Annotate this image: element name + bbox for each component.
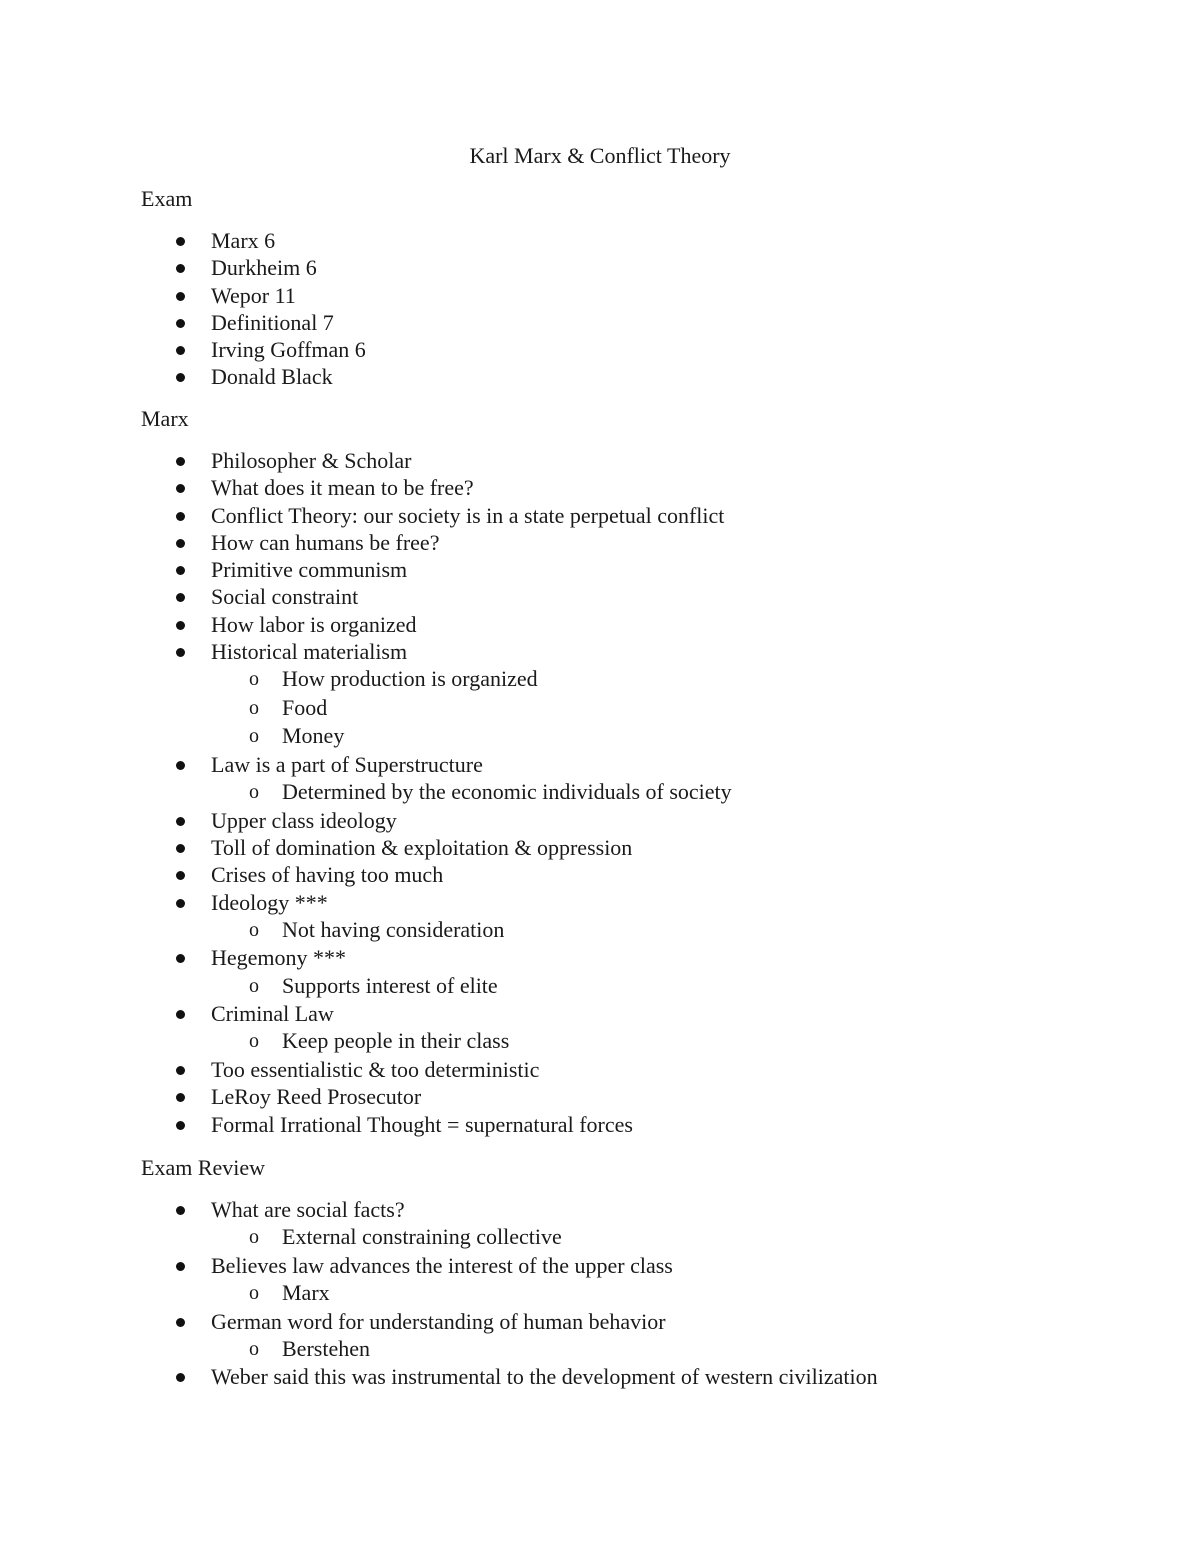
section-exam bbox=[141, 185, 1141, 391]
list-item bbox=[141, 807, 1141, 834]
hollow-bullet-icon: o bbox=[249, 1226, 259, 1249]
sub-list-item-text: Money bbox=[282, 723, 345, 749]
bullet-dot-icon bbox=[176, 566, 185, 575]
list-item bbox=[141, 309, 1141, 336]
bullet-dot-icon bbox=[176, 648, 185, 657]
list-item bbox=[141, 611, 1141, 638]
list-item-text: Criminal Law bbox=[211, 1001, 334, 1027]
hollow-bullet-icon: o bbox=[249, 696, 259, 719]
sub-list-item bbox=[141, 1223, 1141, 1252]
list-item bbox=[141, 282, 1141, 309]
bullet-dot-icon bbox=[176, 539, 185, 548]
list-item-text: Believes law advances the interest of the upper class bbox=[211, 1252, 673, 1278]
bullet-dot-icon bbox=[176, 237, 185, 246]
list-item bbox=[141, 254, 1141, 281]
bullet-list bbox=[141, 1196, 1141, 1391]
hollow-bullet-icon: o bbox=[249, 918, 259, 941]
list-item bbox=[141, 474, 1141, 501]
list-item-text: Wepor 11 bbox=[211, 282, 296, 308]
sub-list-item bbox=[141, 665, 1141, 694]
bullet-dot-icon bbox=[176, 292, 185, 301]
list-item-text: Marx 6 bbox=[211, 228, 276, 253]
list-item bbox=[141, 363, 1141, 390]
list-item bbox=[141, 834, 1141, 861]
sub-list bbox=[211, 665, 1141, 751]
hollow-bullet-icon: o bbox=[249, 1030, 259, 1053]
list-item-text: What are social facts? bbox=[211, 1197, 405, 1222]
bullet-dot-icon bbox=[176, 1206, 185, 1215]
bullet-dot-icon bbox=[176, 899, 185, 908]
sub-list-item bbox=[141, 972, 1141, 1001]
list-item bbox=[141, 1308, 1141, 1364]
hollow-bullet-icon: o bbox=[249, 725, 259, 748]
list-item bbox=[141, 336, 1141, 363]
sub-list-item-text: Not having consideration bbox=[282, 916, 505, 942]
bullet-dot-icon bbox=[176, 1066, 185, 1075]
list-item-text: Hegemony *** bbox=[211, 945, 347, 971]
hollow-bullet-icon: o bbox=[249, 1282, 259, 1305]
list-item-text: Upper class ideology bbox=[211, 807, 397, 833]
list-item-text: What does it mean to be free? bbox=[211, 475, 474, 501]
sub-list bbox=[211, 1027, 1141, 1056]
list-item bbox=[141, 1363, 1141, 1390]
bullet-dot-icon bbox=[176, 1262, 185, 1271]
bullet-dot-icon bbox=[176, 1010, 185, 1019]
bullet-dot-icon bbox=[176, 484, 185, 493]
hollow-bullet-icon: o bbox=[249, 668, 259, 691]
sub-list-item-text: How production is organized bbox=[282, 666, 538, 692]
sub-list-item-text: Berstehen bbox=[282, 1335, 370, 1361]
list-item-text: Irving Goffman 6 bbox=[211, 337, 366, 363]
sub-list bbox=[211, 1335, 1141, 1364]
list-item bbox=[141, 638, 1141, 751]
list-item bbox=[141, 227, 1141, 254]
list-item-text: Historical materialism bbox=[211, 639, 408, 665]
section-marx bbox=[141, 405, 1141, 1138]
bullet-dot-icon bbox=[176, 457, 185, 466]
list-item-text: Philosopher & Scholar bbox=[211, 448, 412, 473]
bullet-dot-icon bbox=[176, 593, 185, 602]
sub-list-item bbox=[141, 1027, 1141, 1056]
bullet-dot-icon bbox=[176, 621, 185, 630]
sub-list-item bbox=[141, 694, 1141, 723]
section-heading: Exam bbox=[141, 186, 193, 211]
list-item bbox=[141, 447, 1141, 474]
list-item-text: Primitive communism bbox=[211, 557, 408, 583]
list-item-text: LeRoy Reed Prosecutor bbox=[211, 1084, 422, 1110]
list-item-text: Toll of domination & exploitation & oppression bbox=[211, 834, 633, 860]
bullet-dot-icon bbox=[176, 1093, 185, 1102]
bullet-dot-icon bbox=[176, 1318, 185, 1327]
list-item-text: Durkheim 6 bbox=[211, 255, 317, 281]
list-item-text: German word for understanding of human behavior bbox=[211, 1308, 666, 1334]
list-item bbox=[141, 1000, 1141, 1056]
list-item bbox=[141, 583, 1141, 610]
section-heading: Exam Review bbox=[141, 1155, 266, 1180]
bullet-dot-icon bbox=[176, 1373, 185, 1382]
section-heading: Marx bbox=[141, 406, 189, 431]
list-item bbox=[141, 1056, 1141, 1083]
list-item bbox=[141, 944, 1141, 1000]
bullet-dot-icon bbox=[176, 871, 185, 880]
sub-list-item bbox=[141, 1279, 1141, 1308]
bullet-dot-icon bbox=[176, 1121, 185, 1130]
bullet-dot-icon bbox=[176, 512, 185, 521]
list-item bbox=[141, 529, 1141, 556]
bullet-dot-icon bbox=[176, 817, 185, 826]
sub-list bbox=[211, 1279, 1141, 1308]
list-item-text: Weber said this was instrumental to the development of western civilization bbox=[211, 1364, 878, 1390]
bullet-dot-icon bbox=[176, 954, 185, 963]
sub-list-item-text: External constraining collective bbox=[282, 1224, 562, 1250]
sub-list-item-text: Marx bbox=[282, 1280, 330, 1306]
list-item-text: How labor is organized bbox=[211, 611, 417, 637]
bullet-list bbox=[141, 227, 1141, 391]
bullet-dot-icon bbox=[176, 319, 185, 328]
bullet-dot-icon bbox=[176, 761, 185, 770]
list-item bbox=[141, 861, 1141, 888]
bullet-list bbox=[141, 447, 1141, 1138]
hollow-bullet-icon: o bbox=[249, 974, 259, 997]
bullet-dot-icon bbox=[176, 346, 185, 355]
sub-list-item-text: Food bbox=[282, 694, 328, 720]
list-item bbox=[141, 556, 1141, 583]
sub-list-item bbox=[141, 722, 1141, 751]
list-item-text: Donald Black bbox=[211, 364, 333, 390]
hollow-bullet-icon: o bbox=[249, 781, 259, 804]
list-item bbox=[141, 1252, 1141, 1308]
list-item bbox=[141, 1196, 1141, 1252]
sub-list-item bbox=[141, 778, 1141, 807]
list-item-text: How can humans be free? bbox=[211, 529, 440, 555]
sub-list bbox=[211, 1223, 1141, 1252]
sub-list-item-text: Determined by the economic individuals of society bbox=[282, 779, 732, 805]
sub-list bbox=[211, 778, 1141, 807]
list-item bbox=[141, 751, 1141, 807]
bullet-dot-icon bbox=[176, 373, 185, 382]
hollow-bullet-icon: o bbox=[249, 1337, 259, 1360]
bullet-dot-icon bbox=[176, 264, 185, 273]
list-item-text: Formal Irrational Thought = supernatural forces bbox=[211, 1111, 633, 1137]
list-item-text: Social constraint bbox=[211, 584, 359, 610]
list-item-text: Conflict Theory: our society is in a state perpetual conflict bbox=[211, 502, 725, 528]
list-item-text: Ideology *** bbox=[211, 889, 328, 915]
bullet-dot-icon bbox=[176, 844, 185, 853]
list-item-text: Too essentialistic & too deterministic bbox=[211, 1056, 540, 1082]
sub-list-item bbox=[141, 1335, 1141, 1364]
list-item bbox=[141, 1083, 1141, 1110]
sub-list-item-text: Keep people in their class bbox=[282, 1028, 510, 1054]
list-item bbox=[141, 502, 1141, 529]
list-item bbox=[141, 1111, 1141, 1138]
document-title: Karl Marx & Conflict Theory bbox=[469, 143, 731, 168]
list-item-text: Crises of having too much bbox=[211, 862, 444, 888]
sub-list-item-text: Supports interest of elite bbox=[282, 972, 498, 998]
list-item bbox=[141, 889, 1141, 945]
list-item-text: Definitional 7 bbox=[211, 309, 334, 335]
sub-list-item bbox=[141, 916, 1141, 945]
sub-list bbox=[211, 916, 1141, 945]
section-exam-review bbox=[141, 1154, 1141, 1391]
list-item-text: Law is a part of Superstructure bbox=[211, 751, 483, 777]
sub-list bbox=[211, 972, 1141, 1001]
